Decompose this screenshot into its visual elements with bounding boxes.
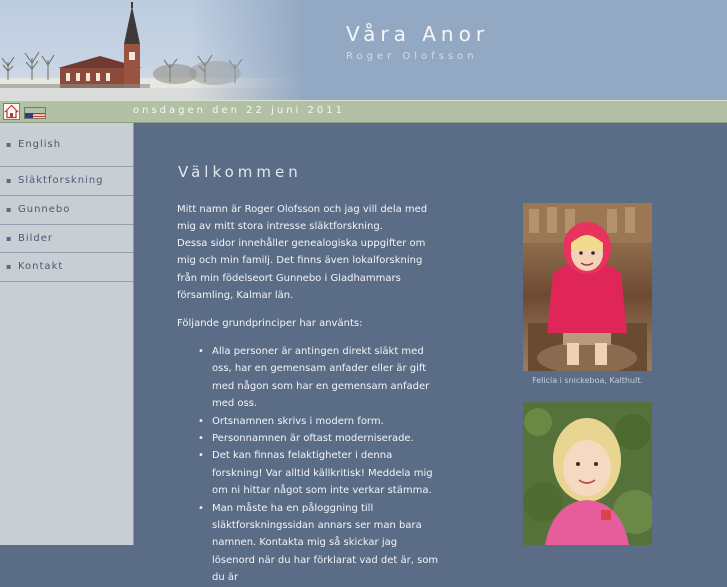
nav-item-label: Släktforskning bbox=[18, 175, 104, 186]
nav-item-gunnebo[interactable] bbox=[0, 196, 133, 225]
sidebar-nav bbox=[0, 123, 134, 545]
bullet-icon: • bbox=[198, 430, 204, 447]
nav-item-label: Kontakt bbox=[18, 261, 63, 272]
bullet-icon: ▪ bbox=[6, 140, 12, 149]
bullet-icon: • bbox=[198, 500, 204, 517]
list-item: • Personnamnen är oftast moderniserade. bbox=[198, 430, 443, 447]
principles-list bbox=[198, 343, 443, 587]
bullet-icon: ▪ bbox=[6, 176, 12, 185]
nav-item-label: English bbox=[18, 139, 61, 150]
nav-item-kontakt[interactable] bbox=[0, 253, 133, 282]
principles-intro: Följande grundprinciper har använts: bbox=[177, 315, 442, 332]
current-date: onsdagen den 22 juni 2011 bbox=[133, 105, 345, 116]
date-bar bbox=[0, 100, 727, 123]
list-item: • Ortsnamnen skrivs i modern form. bbox=[198, 413, 443, 430]
list-item: • Det kan finnas felaktigheter i denna forskning! Var alltid källkritisk! Meddela mig om ni hittar något som inte verkar stämma. bbox=[198, 447, 443, 499]
photo-girl-pink-jacket[interactable] bbox=[523, 402, 652, 545]
site-header bbox=[0, 0, 727, 100]
bullet-icon: ▪ bbox=[6, 205, 12, 214]
home-icon[interactable] bbox=[3, 103, 20, 120]
site-subtitle: Roger Olofsson bbox=[346, 51, 478, 62]
page-title: Välkommen bbox=[178, 163, 302, 181]
photo-caption: Felicia i snickeboa, Kalthult. bbox=[523, 376, 652, 385]
photo-felicia-snickeboa[interactable] bbox=[523, 203, 652, 371]
intro-paragraph-2: Dessa sidor innehåller genealogiska uppgifter om mig och min familj. Det finns även lokalforskning från min födelseort Gunnebo i Gladhammars församling, Kalmar län. bbox=[177, 235, 442, 304]
us-flag-icon[interactable] bbox=[24, 107, 46, 119]
bullet-icon: • bbox=[198, 413, 204, 430]
site-title: Våra Anor bbox=[346, 22, 489, 46]
nav-item-english[interactable] bbox=[0, 123, 133, 167]
nav-item-label: Bilder bbox=[18, 233, 53, 244]
bullet-icon: • bbox=[198, 343, 204, 360]
list-item: • Man måste ha en påloggning till släktforskningssidan annars ser man bara namnen. Kontakta mig så skickar jag lösenord när du har förklarat vad det är, som du är bbox=[198, 500, 443, 587]
bullet-icon: ▪ bbox=[6, 234, 12, 243]
list-item: • Alla personer är antingen direkt släkt med oss, har en gemensam anfader eller är gift med någon som har en gemensam anfader med oss. bbox=[198, 343, 443, 413]
bullet-icon: ▪ bbox=[6, 262, 12, 271]
nav-item-label: Gunnebo bbox=[18, 204, 70, 215]
nav-item-bilder[interactable] bbox=[0, 225, 133, 253]
nav-item-slaktforskning[interactable] bbox=[0, 167, 133, 196]
bullet-icon: • bbox=[198, 447, 204, 464]
intro-paragraph: Mitt namn är Roger Olofsson och jag vill dela med mig av mitt stora intresse släktforskning. bbox=[177, 201, 442, 236]
